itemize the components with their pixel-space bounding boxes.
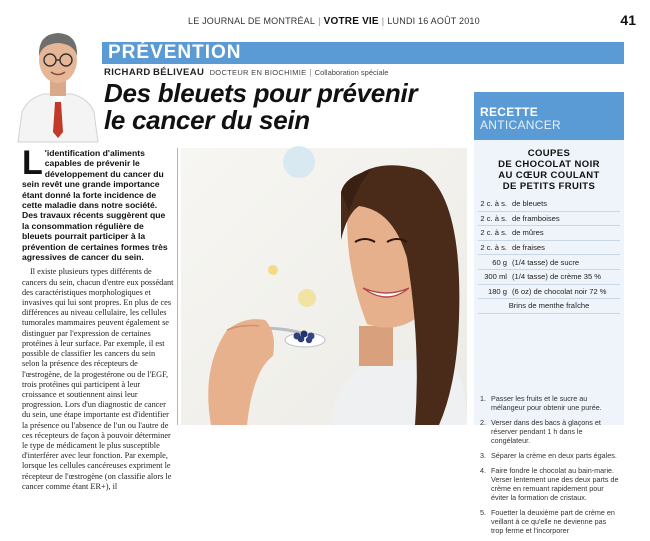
masthead-separator: | <box>381 16 385 26</box>
step-text: Fouetter la deuxième part de crème en veillant à ce qu'elle ne devienne pas trop ferme et l'incorporer <box>491 508 615 535</box>
recipe-step <box>480 451 620 460</box>
drop-cap: L <box>22 144 43 182</box>
recipe-kicker-sub: ANTICANCER <box>480 118 562 132</box>
ingredient-row <box>478 197 620 212</box>
article-column <box>22 144 174 492</box>
masthead-separator: | <box>318 16 321 26</box>
recipe-step <box>480 508 620 535</box>
recipe-title-line-4: DE PETITS FRUITS <box>502 181 596 192</box>
step-text: Faire fondre le chocolat au bain-marie. Verser lentement une des deux parts de crème en remuant rapidement pour éviter la formation de cristaux. <box>491 466 619 502</box>
ingredient-name: de framboises <box>512 213 560 223</box>
step-text: Passer les fruits et le sucre au mélangeur pour obtenir une purée. <box>491 394 602 412</box>
garnish-note: Brins de menthe fraîche <box>478 299 620 314</box>
recipe-title-line-1: COUPES <box>527 148 571 159</box>
ingredient-row <box>478 285 620 300</box>
collaboration-note: Collaboration spéciale <box>314 68 389 77</box>
recipe-title <box>474 148 624 192</box>
recipe-step <box>480 418 620 445</box>
ingredient-quantity: 60 g <box>492 257 507 267</box>
step-number: 1. <box>480 394 486 403</box>
ingredient-row <box>478 212 620 227</box>
banner-label: PRÉVENTION <box>108 42 242 63</box>
step-number: 2. <box>480 418 486 427</box>
page-number: 41 <box>620 12 636 28</box>
ingredient-name: de mûres <box>512 228 544 238</box>
article-photo <box>181 148 467 425</box>
ingredient-quantity: 2 c. à s. <box>480 243 507 253</box>
issue-date: LUNDI 16 AOÛT 2010 <box>387 16 480 26</box>
author-title: DOCTEUR EN BIOCHIMIE <box>209 68 307 77</box>
ingredient-quantity: 2 c. à s. <box>480 228 507 238</box>
byline <box>104 67 388 78</box>
ingredient-row <box>478 226 620 241</box>
ingredient-quantity: 2 c. à s. <box>480 213 507 223</box>
recipe-header <box>474 92 624 140</box>
publication-name: LE JOURNAL DE MONTRÉAL <box>188 16 316 26</box>
section-name: VOTRE VIE <box>323 16 379 27</box>
ingredient-quantity: 180 g <box>487 286 507 296</box>
headline-line-2: le cancer du sein <box>104 105 310 135</box>
step-number: 3. <box>480 451 486 460</box>
recipe-kicker: RECETTE <box>480 105 539 119</box>
ingredient-row <box>478 255 620 270</box>
ingredient-quantity: 2 c. à s. <box>480 199 507 209</box>
ingredient-name: (6 oz) de chocolat noir 72 % <box>512 286 607 296</box>
ingredient-name: de fraises <box>512 243 545 253</box>
ingredient-name: (1/4 tasse) de sucre <box>512 257 580 267</box>
headline-line-1: Des bleuets pour prévenir <box>104 78 418 108</box>
article-body: Il existe plusieurs types différents de cancers du sein, chacun d'entre eux possédant des caractéristiques morphologiques et invasives qui lui sont propres. En plus de ces différences au niveau cellulaire, les cellules tumorales mammaires peuvent également se distinguer par l'expression de certaines protéines à leur surface. Par exemple, il est possible de classifier les cancers du sein selon la présence des récepteurs de l'œstrogène, de la progestérone ou de l'EGF, trois protéines qui participent à leur croissance et soutiennent ainsi leur progression. Lors d'un diagnostic de cancer du sein, une étape importante est d'identifier la présence ou l'absence de l'un ou l'autre de ces récepteurs de façon à pouvoir déterminer le type de médicament le plus susceptible d'interférer avec leur fonction. Par exemple, lorsque les cellules cancéreuses expriment le récepteur de l'œstrogène (on classifie alors le cancer comme étant ER+), il <box>22 267 174 491</box>
masthead-line <box>188 16 480 27</box>
ingredient-name: (1/4 tasse) de crème 35 % <box>512 272 602 282</box>
section-banner <box>102 42 624 64</box>
author-first-name: RICHARD <box>104 67 151 78</box>
ingredient-table <box>478 197 620 314</box>
byline-separator: | <box>309 67 312 77</box>
step-text: Séparer la crème en deux parts égales. <box>491 451 617 460</box>
column-divider <box>177 148 178 425</box>
step-number: 5. <box>480 508 486 517</box>
recipe-title-line-3: AU CŒUR COULANT <box>498 170 600 181</box>
ingredient-name: de bleuets <box>512 199 548 209</box>
article-lede: 'identification d'aliments capables de prévenir le développement du cancer du sein revêt une grande importance étant donné la forte incidence de cette maladie dans notre société. Des travaux récents suggèrent que la consommation régulière de bleuets pourrait participer à la prévention de certaines formes très agressives de cancer du sein. <box>22 148 168 263</box>
recipe-step <box>480 466 620 502</box>
headline <box>104 80 464 134</box>
banner-corner <box>610 42 624 64</box>
ingredient-row <box>478 241 620 256</box>
ingredient-quantity: 300 ml <box>484 272 507 282</box>
ingredient-row <box>478 270 620 285</box>
step-number: 4. <box>480 466 486 475</box>
recipe-sidebar <box>474 92 624 535</box>
step-text: Verser dans des bacs à glaçons et réserver pendant 1 h dans le congélateur. <box>491 418 601 445</box>
author-last-name: BÉLIVEAU <box>152 67 205 78</box>
recipe-title-line-2: DE CHOCOLAT NOIR <box>498 159 600 170</box>
author-portrait <box>14 14 102 142</box>
recipe-steps <box>480 394 620 541</box>
recipe-step <box>480 394 620 412</box>
